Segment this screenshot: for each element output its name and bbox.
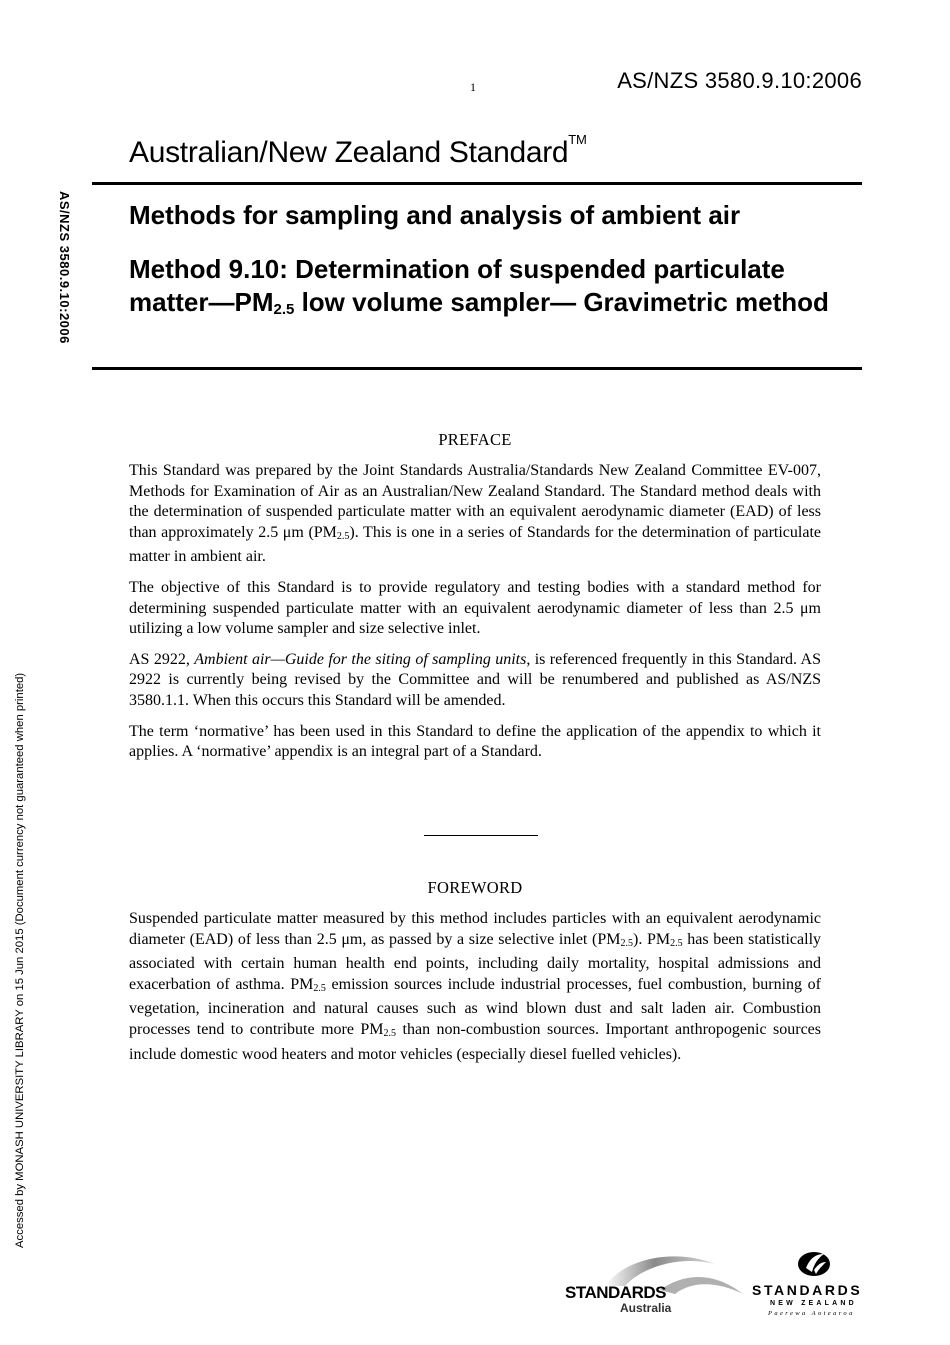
preface-heading: PREFACE — [438, 430, 512, 449]
standards-nz-emblem-icon — [794, 1248, 834, 1280]
foreword-body — [129, 909, 821, 1075]
spine-standard-number: AS/NZS 3580.9.10:2006 — [57, 191, 72, 344]
method-title — [129, 253, 829, 326]
main-heading-text: Australian/New Zealand Standard — [129, 136, 569, 169]
standards-nz-wordmark: STANDARDS — [752, 1282, 863, 1298]
preface-paragraph-2: The objective of this Standard is to provide regulatory and testing bodies with a standard method for determining suspended particulate matter with an equivalent aerodynamic diameter of less than 2.5 μm utilizing a low volume sampler and size selective inlet. — [129, 578, 821, 638]
foreword-paragraph — [129, 909, 821, 1065]
method-title-part1: Method 9.10: Determination of suspended particulate matter—PM — [129, 254, 785, 317]
preface-paragraph-3 — [129, 650, 821, 712]
standards-australia-subtitle: Australia — [620, 1301, 672, 1315]
foreword-subscript-3: 2.5 — [313, 982, 326, 994]
standards-australia-wordmark: STANDARDS — [565, 1283, 666, 1302]
foreword-subscript-2: 2.5 — [670, 937, 683, 949]
preface-p1-subscript: 2.5 — [336, 530, 350, 542]
foreword-text-5: than non-combustion sources. Important anthropogenic sources include domestic wood heaters and motor vehicles (especially diesel fuelled vehicles). — [129, 1020, 822, 1063]
series-title: Methods for sampling and analysis of ambient air — [129, 200, 741, 230]
preface-p3-italic-title: Ambient air—Guide for the siting of sampling units — [194, 650, 527, 668]
foreword-text-2: ). PM — [633, 930, 671, 948]
preface-p3-text-a: AS 2922, — [129, 650, 195, 668]
foreword-text-4: emission sources include industrial processes, fuel combustion, burning of vegetation, incineration and natural causes such as wind blown dust and salt laden air. Combustion processes tend to contribute more PM — [129, 975, 822, 1038]
standard-number: AS/NZS 3580.9.10:2006 — [617, 68, 862, 93]
top-rule — [92, 182, 862, 185]
method-title-part2: low volume sampler— Gravimetric method — [294, 287, 829, 317]
standards-nz-subtitle: NEW ZEALAND — [770, 1300, 857, 1307]
foreword-subscript-4: 2.5 — [383, 1027, 397, 1039]
preface-paragraph-4: The term ‘normative’ has been used in this Standard to define the application of the appendix to which it applies. A ‘normative’ appendix is an integral part of a Standard. — [129, 722, 821, 761]
foreword-text-3: has been statistically associated with certain human health end points, including daily mortality, hospital admissions and exacerbation of asthma. PM — [129, 930, 822, 993]
page-number: 1 — [470, 80, 476, 94]
section-divider — [424, 835, 538, 836]
method-title-subscript: 2.5 — [273, 301, 295, 318]
foreword-heading: FOREWORD — [427, 878, 523, 897]
standards-nz-maori-subtitle: Paerewa Aotearoa — [768, 1310, 855, 1317]
preface-p3-text-b: , is referenced frequently in this Standard. AS 2922 is currently being revised by the Committee and will be renumbered and published as AS/NZS 3580.1.1. When this occurs this Standard will be amended. — [129, 650, 822, 709]
foreword-subscript-1: 2.5 — [620, 937, 633, 949]
preface-body — [129, 461, 821, 773]
trademark-mark: TM — [568, 132, 587, 147]
foreword-text-1: Suspended particulate matter measured by this method includes particles with an equivalent aerodynamic diameter (EAD) of less than 2.5 μm, as passed by a size selective inlet (PM — [129, 910, 821, 948]
main-heading — [129, 132, 587, 170]
preface-p1-text-b: ). This is one in a series of Standards for the determination of particulate matter in ambient air. — [129, 523, 821, 566]
bottom-rule — [92, 367, 862, 370]
preface-paragraph-1 — [129, 461, 821, 568]
preface-p1-text-a: This Standard was prepared by the Joint Standards Australia/Standards New Zealand Committee EV-007, Methods for Examination of Air as an Australian/New Zealand Standard. The Standard method deals with the determination of suspended particulate matter with an equivalent aerodynamic diameter (EAD) of less than approximately 2.5 μm (PM — [129, 462, 821, 541]
access-notice: Accessed by MONASH UNIVERSITY LIBRARY on 15 Jun 2015 (Document currency not guaranteed when printed) — [14, 672, 26, 1248]
